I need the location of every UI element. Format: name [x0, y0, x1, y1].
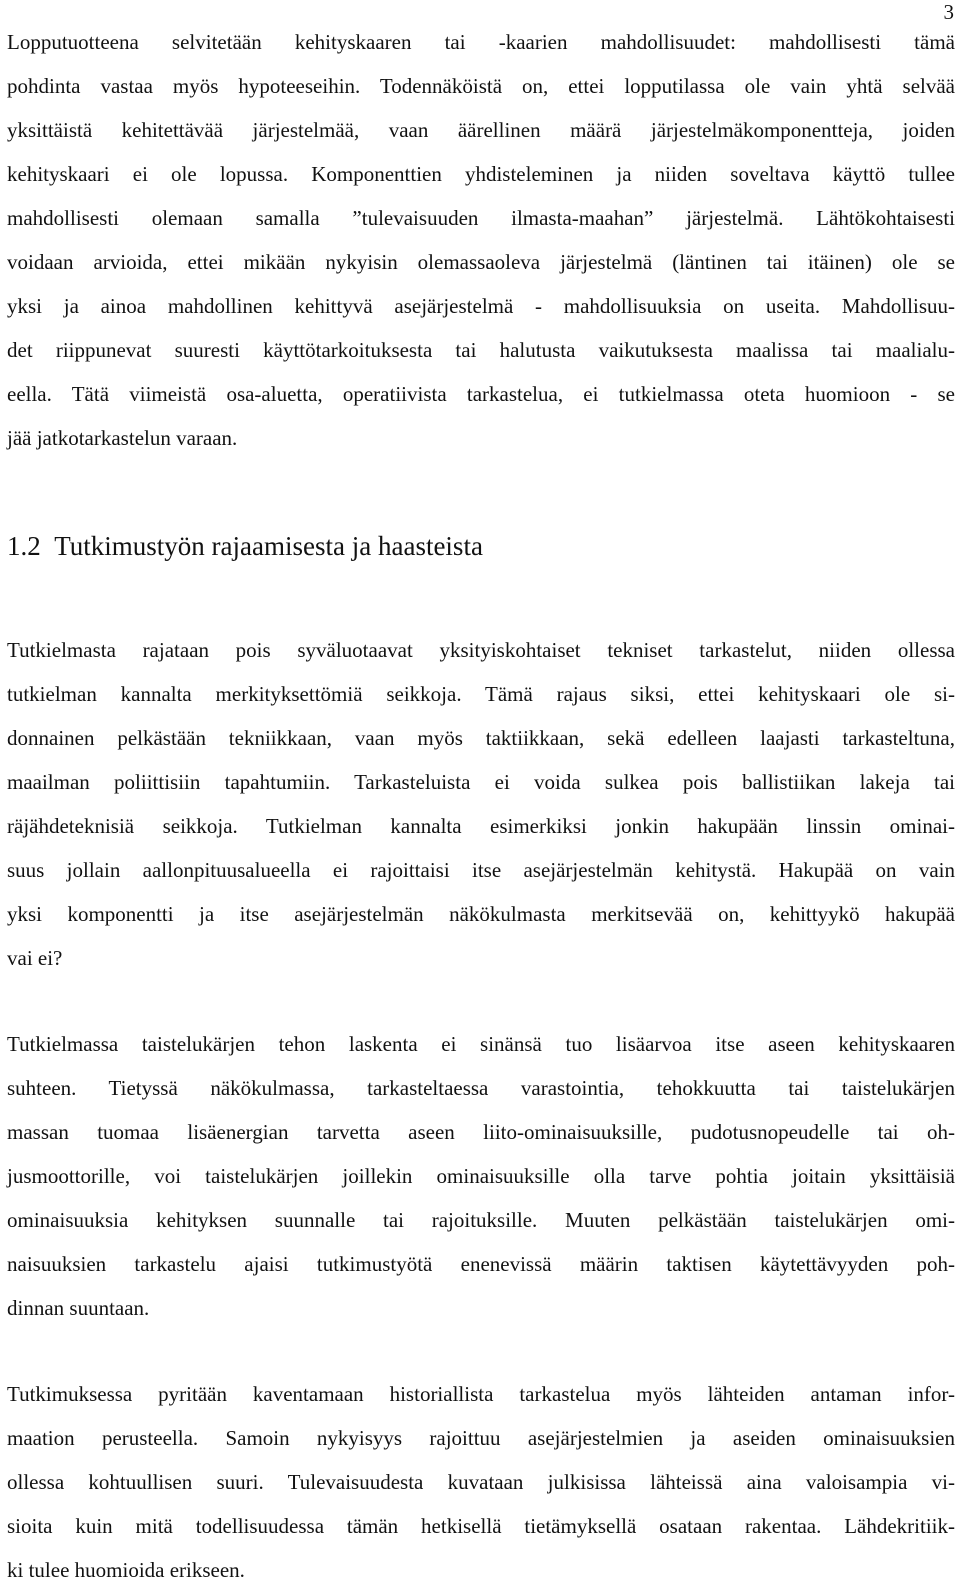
section-number: 1.2: [7, 531, 41, 561]
text-line: Tutkielmassa taistelukärjen tehon laskenta ei sinänsä tuo lisäarvoa itse aseen kehityskaaren: [7, 1032, 955, 1056]
text-line: maation perusteella. Samoin nykyisyys rajoittuu asejärjestelmien ja aseiden ominaisuuksien: [7, 1426, 955, 1450]
section-heading: [7, 524, 955, 584]
text-line: pohdinta vastaa myös hypoteeseihin. Todennäköistä on, ettei lopputilassa ole vain yhtä selvää: [7, 74, 955, 98]
text-line: Lopputuotteena selvitetään kehityskaaren tai -kaarien mahdollisuudet: mahdollisesti tämä: [7, 30, 955, 54]
text-line: ollessa kohtuullisen suuri. Tulevaisuudesta kuvataan julkisissa lähteissä aina valoisampia vi-: [7, 1470, 955, 1494]
text-line: massan tuomaa lisäenergian tarvetta aseen liito-ominaisuuksille, pudotusnopeudelle tai oh-: [7, 1120, 955, 1144]
text-line: Tutkimuksessa pyritään kaventamaan historiallista tarkastelua myös lähteiden antaman infor-: [7, 1382, 955, 1406]
text-line: ki tulee huomioida erikseen.: [7, 1558, 245, 1582]
text-line: suhteen. Tietyssä näkökulmassa, tarkasteltaessa varastointia, tehokkuutta tai taistelukärjen: [7, 1076, 955, 1100]
paragraph-sources: [7, 1372, 955, 1592]
text-line: kehityskaari ei ole lopussa. Komponenttien yhdisteleminen ja niiden soveltava käyttö tullee: [7, 162, 955, 186]
paragraph-scope-outcome: [7, 20, 955, 460]
text-line: ominaisuuksia kehityksen suunnalle tai rajoituksille. Muuten pelkästään taistelukärjen omi-: [7, 1208, 955, 1232]
page-number: 3: [943, 0, 954, 24]
paragraph-warhead: [7, 1022, 955, 1330]
text-line: voidaan arvioida, ettei mikään nykyisin olemassaoleva järjestelmä (läntinen tai itäinen) ole se: [7, 250, 955, 274]
paragraph-technical-limits: [7, 628, 955, 980]
text-line: yksi ja ainoa mahdollinen kehittyvä asejärjestelmä - mahdollisuuksia on useita. Mahdollisuu-: [7, 294, 955, 318]
text-line: räjähdeteknisiä seikkoja. Tutkielman kannalta esimerkiksi jonkin hakupään linssin ominai-: [7, 814, 955, 838]
text-line: yksi komponentti ja itse asejärjestelmän näkökulmasta merkitsevää on, kehittyykö hakupää: [7, 902, 955, 926]
text-line: suus jollain aallonpituusalueella ei rajoittaisi itse asejärjestelmän kehitystä. Hakupää on vain: [7, 858, 955, 882]
text-line: maailman poliittisiin tapahtumiin. Tarkasteluista ei voida sulkea pois ballistiikan lakeja tai: [7, 770, 955, 794]
text-line: dinnan suuntaan.: [7, 1296, 150, 1320]
text-line: vai ei?: [7, 946, 63, 970]
text-line: jusmoottorille, voi taistelukärjen joillekin ominaisuuksille olla tarve pohtia joitain yksittäisiä: [7, 1164, 955, 1188]
text-line: mahdollisesti olemaan samalla ”tulevaisuuden ilmasta-maahan” järjestelmä. Lähtökohtaisesti: [7, 206, 955, 230]
text-line: donnainen pelkästään tekniikkaan, vaan myös taktiikkaan, sekä edelleen laajasti tarkasteltuna,: [7, 726, 955, 750]
text-line: Tutkielmasta rajataan pois syväluotaavat yksityiskohtaiset tekniset tarkastelut, niiden ollessa: [7, 638, 955, 662]
text-line: jää jatkotarkastelun varaan.: [7, 426, 238, 450]
text-line: yksittäistä kehitettävää järjestelmää, vaan äärellinen määrä järjestelmäkomponentteja, joiden: [7, 118, 955, 142]
document-body: [7, 20, 955, 1592]
text-line: tutkielman kannalta merkityksettömiä seikkoja. Tämä rajaus siksi, ettei kehityskaari ole si-: [7, 682, 955, 706]
text-line: det riippunevat suuresti käyttötarkoituksesta tai halutusta vaikutuksesta maalissa tai maalialu-: [7, 338, 955, 362]
text-line: sioita kuin mitä todellisuudessa tämän hetkisellä tietämyksellä osataan rakentaa. Lähdekritiik-: [7, 1514, 955, 1538]
text-line: naisuuksien tarkastelu ajaisi tutkimustyötä enenevissä määrin taktisen käytettävyyden poh-: [7, 1252, 955, 1276]
section-title: Tutkimustyön rajaamisesta ja haasteista: [54, 531, 483, 561]
text-line: eella. Tätä viimeistä osa-aluetta, operatiivista tarkastelua, ei tutkielmassa oteta huomioon - se: [7, 382, 955, 406]
